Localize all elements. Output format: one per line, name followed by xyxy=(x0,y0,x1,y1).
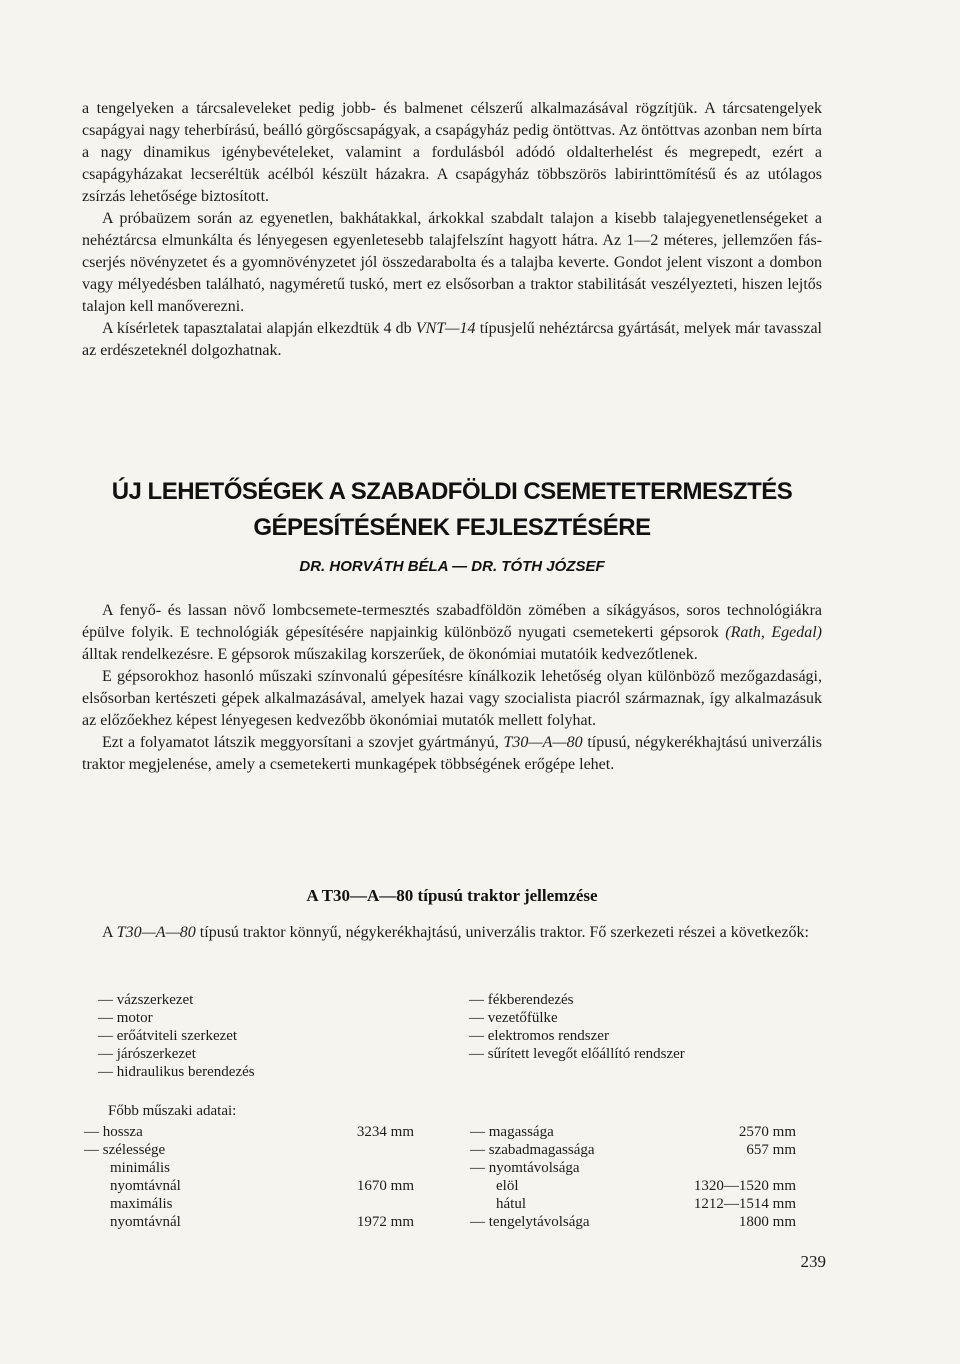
paragraph: A kísérletek tapasztalatai alapján elkezdtük 4 db VNT—14 típusjelű nehéztárcsa gyártását, melyek már tavasszal az erdészeteknél dolgozhatnak. xyxy=(82,320,822,359)
paragraph: A T30—A—80 típusú traktor könnyű, négykerékhajtású, univerzális traktor. Fő szerkezeti részei a következők: xyxy=(102,924,809,941)
list-item: — sűrített levegőt előállító rendszer xyxy=(469,1046,685,1062)
list-item: — vázszerkezet xyxy=(98,992,194,1008)
table-row: — hossza 3234 mm xyxy=(84,1124,414,1140)
paragraph: A fenyő- és lassan növő lombcsemete-termesztés szabadföldön zömében a síkágyásos, soros technológiákra épülve folyik. E technológiák gépesítésére napjainkig különböző nyugati csemetekerti gépsorok (Rath, Egedal) álltak rendelkezésre. E gépsorok műszakilag korszerűek, de ökonómiai mutatóik kedvezőtlenek. xyxy=(82,602,822,663)
table-row: — nyomtávolsága xyxy=(470,1160,580,1176)
table-row: — szélessége xyxy=(84,1142,166,1158)
article-title: ÚJ LEHETŐSÉGEK A SZABADFÖLDI CSEMETETERMESZTÉS GÉPESÍTÉSÉNEK FEJLESZTÉSÉRE xyxy=(111,478,793,541)
paragraph: A próbaüzem során az egyenetlen, bakhátakkal, árkokkal szabdalt talajon a kisebb talajegyenetlenségeket a nehéztárcsa elmunkálta és lényegesen egyenletesebb talajfelszínt hagyott hátra. Az 1—2 méteres, jellemzően fás-cserjés növényzetet és a gyomnövényzetet jól összedarabolta és a talajba keverte. Gondot jelent viszont a dombon vagy mélyedésben található, nagyméretű tuskó, mert ez elsősorban a traktor stabilitását veszélyezteti, hiszen lejtős talajon kell manőverezni. xyxy=(82,210,822,315)
table-row: nyomtávnál 1972 mm xyxy=(110,1214,414,1230)
paragraph: E gépsorokhoz hasonló műszaki színvonalú gépesítésre kínálkozik lehetőség olyan különböző mezőgazdasági, elsősorban kertészeti gépek alkalmazásával, amelyek hazai vagy szocialista piacról származnak, így alkalmazásuk az előzőekhez képest lényegesen kedvezőbb ökonómiai mutatók mellett folyhat. xyxy=(82,668,822,729)
table-row: maximális xyxy=(110,1196,173,1212)
table-row: elöl 1320—1520 mm xyxy=(496,1178,796,1194)
list-item: — fékberendezés xyxy=(469,992,574,1008)
intro-text xyxy=(82,98,822,362)
table-row: — szabadmagassága 657 mm xyxy=(470,1142,796,1158)
table-row: — tengelytávolsága 1800 mm xyxy=(470,1214,796,1230)
paragraph: Ezt a folyamatot látszik meggyorsítani a szovjet gyártmányú, T30—A—80 típusú, négykerékhajtású univerzális traktor megjelenése, amely a csemetekerti munkagépek többségének erőgépe lehet. xyxy=(82,734,822,773)
specs-table-left xyxy=(84,1123,414,1231)
paragraph: a tengelyeken a tárcsaleveleket pedig jobb- és balmenet célszerű alkalmazásával rögzítjük. A tárcsatengelyek csapágyai nagy teherbírású, beálló görgőscsapágyak, a csapágyház pedig öntöttvas. Az öntöttvas azonban nem bírta a nagy dinamikus igénybevételeket, valamint a fordulásból adódó oldalterhelést és megrepedt, ezért a csapágyházakat lecseréltük acélból készült házakra. A csapágyház többszörös labirinttömítésű és az utólagos zsírzás lehetősége biztosított. xyxy=(82,100,822,205)
list-item: — motor xyxy=(98,1010,153,1026)
list-item: — járószerkezet xyxy=(98,1046,196,1062)
table-row: nyomtávnál 1670 mm xyxy=(110,1178,414,1194)
parts-list-left xyxy=(98,991,255,1081)
table-row: hátul 1212—1514 mm xyxy=(496,1196,796,1212)
section-body xyxy=(82,922,822,944)
list-item: — vezetőfülke xyxy=(469,1010,558,1026)
article-authors: DR. HORVÁTH BÉLA — DR. TÓTH JÓZSEF xyxy=(299,558,605,575)
list-item: — elektromos rendszer xyxy=(469,1028,609,1044)
section-heading: A T30—A—80 típusú traktor jellemzése xyxy=(306,886,598,905)
table-row: — magassága 2570 mm xyxy=(470,1124,796,1140)
list-item: — hidraulikus berendezés xyxy=(98,1064,255,1080)
page-number: 239 xyxy=(800,1252,826,1271)
specs-table-right xyxy=(470,1123,796,1231)
article-body xyxy=(82,600,822,776)
list-item: — erőátviteli szerkezet xyxy=(98,1028,238,1044)
specs-label: Főbb műszaki adatai: xyxy=(108,1103,237,1119)
table-row: minimális xyxy=(110,1160,170,1176)
parts-list-right xyxy=(469,991,685,1063)
